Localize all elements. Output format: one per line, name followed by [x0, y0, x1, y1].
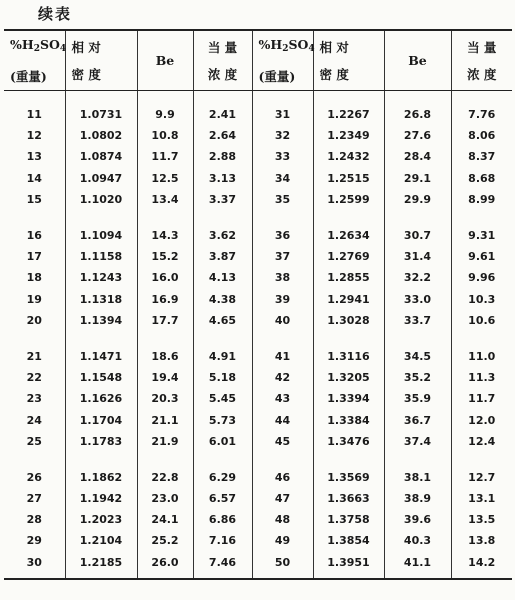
- table-cell: 38.9: [384, 488, 451, 509]
- table-cell: 1.1471: [65, 331, 137, 367]
- table-cell: 1.3854: [313, 530, 384, 551]
- header-relative-density: 相 对 密 度: [65, 30, 137, 91]
- table-cell: 20: [26, 313, 42, 327]
- table-cell: 29.1: [384, 168, 451, 189]
- table-cell: 1.3028: [313, 310, 384, 331]
- table-row: [4, 409, 512, 430]
- table-row: [4, 289, 512, 310]
- table-cell: 8.99: [451, 189, 512, 210]
- table-cell: 34.5: [384, 331, 451, 367]
- table-row: [4, 310, 512, 331]
- table-cell: 2.88: [193, 146, 252, 167]
- table-cell: 13.5: [451, 509, 512, 530]
- table-row: [4, 331, 512, 367]
- table-cell: 12.7: [451, 452, 512, 488]
- header-row: [4, 30, 512, 91]
- table-cell: 3.62: [193, 210, 252, 246]
- table-cell: 25: [26, 434, 42, 448]
- table-cell: 26.8: [384, 91, 451, 126]
- table-cell: 1.1626: [65, 388, 137, 409]
- table-cell: 30: [4, 552, 65, 579]
- table-cell: 31: [252, 91, 313, 126]
- table-cell: 12: [26, 129, 42, 143]
- table-cell: 20.3: [137, 388, 193, 409]
- table-cell: 1.1158: [65, 246, 137, 267]
- table-cell: 1.1020: [65, 189, 137, 210]
- table-cell: 16: [26, 229, 42, 243]
- table-cell: 46: [252, 452, 313, 488]
- table-cell: 17: [26, 250, 42, 264]
- table-cell: 12.5: [137, 168, 193, 189]
- table-cell: 10.3: [451, 289, 512, 310]
- table-cell: 1.1094: [65, 210, 137, 246]
- table-cell: 11: [26, 108, 42, 122]
- table-cell: 29.9: [384, 189, 451, 210]
- table-cell: 11.3: [451, 367, 512, 388]
- table-cell: 1.2855: [313, 267, 384, 288]
- table-row: [4, 246, 512, 267]
- table-cell: 35.9: [384, 388, 451, 409]
- table-cell: 1.2432: [313, 146, 384, 167]
- table-cell: 39.6: [384, 509, 451, 530]
- table-cell: 7.76: [451, 91, 512, 126]
- table-row: [4, 125, 512, 146]
- table-cell: 9.96: [451, 267, 512, 288]
- table-cell: 1.0802: [65, 125, 137, 146]
- table-cell: 33.0: [384, 289, 451, 310]
- table-cell: 6.86: [193, 509, 252, 530]
- table-cell: 22: [26, 371, 42, 385]
- table-cell: 15.2: [137, 246, 193, 267]
- table-cell: 30.7: [384, 210, 451, 246]
- table-cell: 19.4: [137, 367, 193, 388]
- table-cell: 3.13: [193, 168, 252, 189]
- table-row: [4, 552, 512, 579]
- table-cell: 1.2267: [313, 91, 384, 126]
- table-cell: 1.2023: [65, 509, 137, 530]
- table-cell: 36: [252, 210, 313, 246]
- table-cell: 48: [252, 509, 313, 530]
- table-cell: 6.57: [193, 488, 252, 509]
- header-h2so4-percent-2: $\%H_2SO_4$ (重量): [252, 30, 313, 91]
- table-cell: 11.7: [451, 388, 512, 409]
- table-cell: 3.37: [193, 189, 252, 210]
- table-row: [4, 168, 512, 189]
- table-cell: 14.3: [137, 210, 193, 246]
- table-cell: 12.0: [451, 409, 512, 430]
- table-row: [4, 509, 512, 530]
- table-cell: 5.45: [193, 388, 252, 409]
- table-cell: 2.64: [193, 125, 252, 146]
- table-row: [4, 146, 512, 167]
- table-cell: 9.9: [137, 91, 193, 126]
- table-cell: 33.7: [384, 310, 451, 331]
- table-cell: 3.87: [193, 246, 252, 267]
- table-cell: 27.6: [384, 125, 451, 146]
- table-cell: 1.3951: [313, 552, 384, 579]
- table-cell: 15: [26, 192, 42, 206]
- table-cell: 21: [26, 349, 42, 363]
- table-row: [4, 388, 512, 409]
- table-cell: 8.68: [451, 168, 512, 189]
- table-cell: 1.2104: [65, 530, 137, 551]
- table-cell: 38.1: [384, 452, 451, 488]
- table-cell: 24: [26, 413, 42, 427]
- table-row: [4, 530, 512, 551]
- table-cell: 1.3663: [313, 488, 384, 509]
- table-cell: 6.29: [193, 452, 252, 488]
- table-cell: 1.0947: [65, 168, 137, 189]
- table-cell: 1.3569: [313, 452, 384, 488]
- header-relative-density-2: 相 对 密 度: [313, 30, 384, 91]
- table-row: [4, 267, 512, 288]
- table-cell: 18: [26, 271, 42, 285]
- table-cell: 25.2: [137, 530, 193, 551]
- table-cell: 26.0: [137, 552, 193, 579]
- header-be: Be: [137, 30, 193, 91]
- table-cell: 11.7: [137, 146, 193, 167]
- table-cell: 37.4: [384, 431, 451, 452]
- table-cell: 1.2941: [313, 289, 384, 310]
- table-cell: 1.2185: [65, 552, 137, 579]
- table-cell: 28: [26, 513, 42, 527]
- table-cell: 41: [252, 331, 313, 367]
- table-cell: 23: [26, 392, 42, 406]
- table-cell: 1.1394: [65, 310, 137, 331]
- table-cell: 13.1: [451, 488, 512, 509]
- table-cell: 35: [252, 189, 313, 210]
- table-cell: 9.61: [451, 246, 512, 267]
- table-cell: 4.65: [193, 310, 252, 331]
- table-cell: 44: [252, 409, 313, 430]
- table-cell: 35.2: [384, 367, 451, 388]
- sulfuric-acid-table: [4, 29, 512, 580]
- table-cell: 42: [252, 367, 313, 388]
- data-table: [4, 29, 512, 580]
- table-cell: 50: [252, 552, 313, 579]
- table-row: [4, 488, 512, 509]
- table-cell: 16.9: [137, 289, 193, 310]
- table-row: [4, 210, 512, 246]
- table-cell: 5.73: [193, 409, 252, 430]
- table-cell: 22.8: [137, 452, 193, 488]
- table-cell: 1.0874: [65, 146, 137, 167]
- table-cell: 47: [252, 488, 313, 509]
- table-cell: 1.3476: [313, 431, 384, 452]
- table-cell: 1.2769: [313, 246, 384, 267]
- table-cell: 1.2349: [313, 125, 384, 146]
- table-cell: 1.2634: [313, 210, 384, 246]
- table-cell: 40.3: [384, 530, 451, 551]
- table-cell: 1.1243: [65, 267, 137, 288]
- table-cell: 31.4: [384, 246, 451, 267]
- table-cell: 14: [26, 171, 42, 185]
- table-cell: 7.16: [193, 530, 252, 551]
- table-cell: 37: [252, 246, 313, 267]
- table-cell: 40: [252, 310, 313, 331]
- table-cell: 6.01: [193, 431, 252, 452]
- table-cell: 9.31: [451, 210, 512, 246]
- table-cell: 14.2: [451, 552, 512, 579]
- table-cell: 19: [26, 292, 42, 306]
- table-cell: 1.1548: [65, 367, 137, 388]
- table-cell: 17.7: [137, 310, 193, 331]
- table-cell: 4.38: [193, 289, 252, 310]
- table-body: [4, 91, 512, 579]
- table-cell: 5.18: [193, 367, 252, 388]
- table-cell: 1.0731: [65, 91, 137, 126]
- table-cell: 13.4: [137, 189, 193, 210]
- table-cell: 39: [252, 289, 313, 310]
- table-cell: 4.13: [193, 267, 252, 288]
- table-cell: 1.3116: [313, 331, 384, 367]
- header-equivalent-concentration: 当 量 浓 度: [193, 30, 252, 91]
- header-be-2: Be: [384, 30, 451, 91]
- table-cell: 34: [252, 168, 313, 189]
- table-row: [4, 91, 512, 126]
- table-cell: 11.0: [451, 331, 512, 367]
- table-cell: 1.3394: [313, 388, 384, 409]
- table-cell: 1.2515: [313, 168, 384, 189]
- table-cell: 8.37: [451, 146, 512, 167]
- table-cell: 1.3384: [313, 409, 384, 430]
- table-cell: 1.3205: [313, 367, 384, 388]
- table-cell: 8.06: [451, 125, 512, 146]
- table-cell: 13: [26, 150, 42, 164]
- table-caption: 续表: [38, 5, 73, 23]
- table-cell: 49: [252, 530, 313, 551]
- table-cell: 38: [252, 267, 313, 288]
- table-row: [4, 431, 512, 452]
- table-cell: 1.1862: [65, 452, 137, 488]
- table-cell: 10.8: [137, 125, 193, 146]
- table-cell: 16.0: [137, 267, 193, 288]
- table-cell: 33: [252, 146, 313, 167]
- table-row: [4, 189, 512, 210]
- table-cell: 21.1: [137, 409, 193, 430]
- table-cell: 24.1: [137, 509, 193, 530]
- table-cell: 1.1704: [65, 409, 137, 430]
- table-cell: 32: [252, 125, 313, 146]
- table-row: [4, 452, 512, 488]
- table-cell: 1.1942: [65, 488, 137, 509]
- table-cell: 28.4: [384, 146, 451, 167]
- table-cell: 1.1318: [65, 289, 137, 310]
- table-cell: 45: [252, 431, 313, 452]
- table-cell: 13.8: [451, 530, 512, 551]
- header-equivalent-concentration-2: 当 量 浓 度: [451, 30, 512, 91]
- table-cell: 41.1: [384, 552, 451, 579]
- table-cell: 1.1783: [65, 431, 137, 452]
- table-cell: 43: [252, 388, 313, 409]
- table-cell: 18.6: [137, 331, 193, 367]
- table-cell: 7.46: [193, 552, 252, 579]
- table-row: [4, 367, 512, 388]
- table-cell: 1.2599: [313, 189, 384, 210]
- table-cell: 4.91: [193, 331, 252, 367]
- table-cell: 12.4: [451, 431, 512, 452]
- table-cell: 23.0: [137, 488, 193, 509]
- table-cell: 29: [26, 534, 42, 548]
- table-cell: 10.6: [451, 310, 512, 331]
- table-cell: 36.7: [384, 409, 451, 430]
- table-cell: 21.9: [137, 431, 193, 452]
- header-h2so4-percent: $\%H_2SO_4$ (重量): [4, 30, 65, 91]
- table-cell: 26: [26, 470, 42, 484]
- table-cell: 1.3758: [313, 509, 384, 530]
- table-cell: 2.41: [193, 91, 252, 126]
- table-cell: 32.2: [384, 267, 451, 288]
- table-cell: 27: [26, 492, 42, 506]
